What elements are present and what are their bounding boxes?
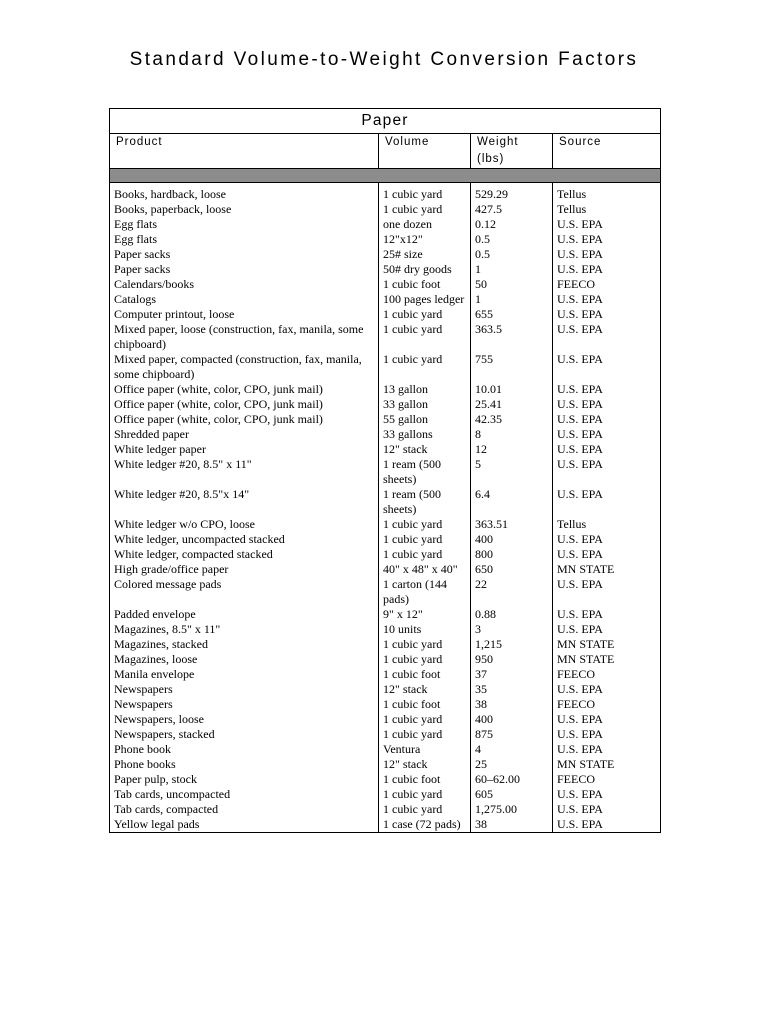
table-row [110, 532, 661, 547]
gray-band [110, 169, 661, 183]
cell-weight: 0.12 [471, 217, 553, 232]
cell-product: White ledger, uncompacted stacked [110, 532, 379, 547]
table-row [110, 352, 661, 382]
cell-weight: 60–62.00 [471, 772, 553, 787]
cell-product: Egg flats [110, 217, 379, 232]
cell-product: White ledger paper [110, 442, 379, 457]
cell-volume: 1 cubic yard [379, 322, 471, 352]
cell-product: Newspapers [110, 697, 379, 712]
cell-product: Tab cards, uncompacted [110, 787, 379, 802]
table-row [110, 262, 661, 277]
cell-volume: 1 ream (500 sheets) [379, 487, 471, 517]
cell-source: U.S. EPA [553, 712, 661, 727]
cell-volume: 55 gallon [379, 412, 471, 427]
cell-source: U.S. EPA [553, 247, 661, 262]
cell-product: White ledger, compacted stacked [110, 547, 379, 562]
cell-volume: 10 units [379, 622, 471, 637]
cell-weight: 38 [471, 697, 553, 712]
cell-source: U.S. EPA [553, 397, 661, 412]
header-band [110, 169, 661, 183]
cell-source: FEECO [553, 667, 661, 682]
cell-product: Books, paperback, loose [110, 202, 379, 217]
cell-volume: 50# dry goods [379, 262, 471, 277]
cell-weight: 25.41 [471, 397, 553, 412]
cell-volume: 13 gallon [379, 382, 471, 397]
cell-volume: one dozen [379, 217, 471, 232]
cell-product: Catalogs [110, 292, 379, 307]
cell-product: White ledger #20, 8.5"x 14" [110, 487, 379, 517]
cell-source: U.S. EPA [553, 352, 661, 382]
cell-source: U.S. EPA [553, 382, 661, 397]
table-row [110, 247, 661, 262]
section-header-row [110, 109, 661, 134]
conversion-table [109, 108, 661, 833]
table-row [110, 232, 661, 247]
cell-volume: 1 cubic yard [379, 202, 471, 217]
cell-weight: 35 [471, 682, 553, 697]
cell-source: U.S. EPA [553, 487, 661, 517]
cell-source: U.S. EPA [553, 442, 661, 457]
table-row [110, 487, 661, 517]
cell-volume: 1 cubic yard [379, 652, 471, 667]
table-row [110, 787, 661, 802]
cell-volume: 1 cubic foot [379, 667, 471, 682]
cell-weight: 800 [471, 547, 553, 562]
cell-product: High grade/office paper [110, 562, 379, 577]
cell-volume: 1 cubic foot [379, 277, 471, 292]
table-row [110, 802, 661, 817]
page-title: Standard Volume-to-Weight Conversion Factors [129, 49, 639, 70]
cell-volume: 33 gallons [379, 427, 471, 442]
cell-weight: 6.4 [471, 487, 553, 517]
table-row [110, 667, 661, 682]
cell-weight: 1 [471, 262, 553, 277]
cell-volume: 1 cubic yard [379, 517, 471, 532]
cell-volume: 9" x 12" [379, 607, 471, 622]
cell-source: FEECO [553, 277, 661, 292]
cell-weight: 0.5 [471, 232, 553, 247]
cell-source: MN STATE [553, 562, 661, 577]
cell-product: Phone book [110, 742, 379, 757]
cell-source: U.S. EPA [553, 817, 661, 833]
cell-source: U.S. EPA [553, 292, 661, 307]
table-row [110, 697, 661, 712]
table-row [110, 712, 661, 727]
cell-source: U.S. EPA [553, 577, 661, 607]
cell-product: Newspapers, stacked [110, 727, 379, 742]
cell-volume: 40" x 48" x 40" [379, 562, 471, 577]
cell-source: U.S. EPA [553, 232, 661, 247]
cell-volume: 1 cubic yard [379, 532, 471, 547]
cell-volume: 1 cubic yard [379, 712, 471, 727]
cell-volume: 1 ream (500 sheets) [379, 457, 471, 487]
cell-weight: 0.88 [471, 607, 553, 622]
table-row [110, 322, 661, 352]
cell-product: Calendars/books [110, 277, 379, 292]
table-row [110, 742, 661, 757]
cell-product: Office paper (white, color, CPO, junk mail) [110, 412, 379, 427]
table-row [110, 292, 661, 307]
column-header-weight: Weight (lbs) [471, 134, 553, 169]
cell-volume: 12" stack [379, 682, 471, 697]
cell-volume: 1 cubic yard [379, 307, 471, 322]
cell-weight: 8 [471, 427, 553, 442]
table-row [110, 457, 661, 487]
cell-source: U.S. EPA [553, 532, 661, 547]
table-row [110, 607, 661, 622]
cell-weight: 50 [471, 277, 553, 292]
cell-source: U.S. EPA [553, 622, 661, 637]
cell-volume: 1 cubic yard [379, 727, 471, 742]
table-row [110, 397, 661, 412]
cell-source: U.S. EPA [553, 682, 661, 697]
cell-weight: 37 [471, 667, 553, 682]
table-row [110, 652, 661, 667]
cell-weight: 950 [471, 652, 553, 667]
cell-source: MN STATE [553, 637, 661, 652]
cell-volume: 1 case (72 pads) [379, 817, 471, 833]
table-row [110, 442, 661, 457]
cell-product: White ledger #20, 8.5" x 11" [110, 457, 379, 487]
table-row [110, 772, 661, 787]
cell-weight: 12 [471, 442, 553, 457]
table-row [110, 562, 661, 577]
table-body [110, 187, 661, 833]
cell-product: White ledger w/o CPO, loose [110, 517, 379, 532]
cell-weight: 650 [471, 562, 553, 577]
table-row [110, 517, 661, 532]
cell-product: Magazines, stacked [110, 637, 379, 652]
cell-product: Magazines, loose [110, 652, 379, 667]
cell-volume: 100 pages ledger [379, 292, 471, 307]
cell-weight: 1 [471, 292, 553, 307]
cell-source: U.S. EPA [553, 802, 661, 817]
cell-product: Mixed paper, compacted (construction, fax, manila, some chipboard) [110, 352, 379, 382]
cell-product: Office paper (white, color, CPO, junk mail) [110, 397, 379, 412]
cell-source: MN STATE [553, 652, 661, 667]
column-header-product: Product [110, 134, 379, 169]
cell-product: Tab cards, compacted [110, 802, 379, 817]
cell-volume: 12"x12" [379, 232, 471, 247]
cell-product: Books, hardback, loose [110, 187, 379, 202]
cell-source: U.S. EPA [553, 262, 661, 277]
cell-weight: 22 [471, 577, 553, 607]
cell-volume: 33 gallon [379, 397, 471, 412]
table-row [110, 187, 661, 202]
cell-product: Newspapers, loose [110, 712, 379, 727]
cell-weight: 655 [471, 307, 553, 322]
table-row [110, 307, 661, 322]
cell-product: Shredded paper [110, 427, 379, 442]
cell-product: Magazines, 8.5" x 11" [110, 622, 379, 637]
table-row [110, 817, 661, 833]
cell-product: Newspapers [110, 682, 379, 697]
cell-weight: 529.29 [471, 187, 553, 202]
cell-volume: 1 cubic yard [379, 637, 471, 652]
column-header-row [110, 134, 661, 169]
cell-product: Egg flats [110, 232, 379, 247]
cell-product: Phone books [110, 757, 379, 772]
cell-weight: 400 [471, 532, 553, 547]
cell-volume: 12" stack [379, 442, 471, 457]
table-row [110, 682, 661, 697]
cell-source: Tellus [553, 517, 661, 532]
cell-source: U.S. EPA [553, 787, 661, 802]
cell-volume: 12" stack [379, 757, 471, 772]
cell-volume: 1 cubic foot [379, 697, 471, 712]
cell-source: Tellus [553, 187, 661, 202]
cell-weight: 10.01 [471, 382, 553, 397]
cell-weight: 25 [471, 757, 553, 772]
cell-volume: 1 cubic foot [379, 772, 471, 787]
cell-volume: 1 carton (144 pads) [379, 577, 471, 607]
cell-product: Padded envelope [110, 607, 379, 622]
column-header-volume: Volume [379, 134, 471, 169]
cell-source: U.S. EPA [553, 607, 661, 622]
cell-product: Paper pulp, stock [110, 772, 379, 787]
table-row [110, 277, 661, 292]
cell-volume: Ventura [379, 742, 471, 757]
cell-volume: 1 cubic yard [379, 352, 471, 382]
cell-weight: 755 [471, 352, 553, 382]
cell-volume: 1 cubic yard [379, 547, 471, 562]
cell-source: FEECO [553, 697, 661, 712]
table-row [110, 727, 661, 742]
cell-weight: 0.5 [471, 247, 553, 262]
table-row [110, 427, 661, 442]
cell-weight: 400 [471, 712, 553, 727]
cell-weight: 605 [471, 787, 553, 802]
cell-weight: 875 [471, 727, 553, 742]
section-title: Paper [110, 109, 661, 134]
cell-source: U.S. EPA [553, 427, 661, 442]
cell-product: Computer printout, loose [110, 307, 379, 322]
table-row [110, 637, 661, 652]
cell-product: Yellow legal pads [110, 817, 379, 833]
column-header-source: Source [553, 134, 661, 169]
cell-source: Tellus [553, 202, 661, 217]
cell-weight: 363.5 [471, 322, 553, 352]
cell-volume: 1 cubic yard [379, 187, 471, 202]
cell-product: Office paper (white, color, CPO, junk mail) [110, 382, 379, 397]
cell-source: U.S. EPA [553, 742, 661, 757]
table-row [110, 202, 661, 217]
cell-source: U.S. EPA [553, 322, 661, 352]
cell-weight: 5 [471, 457, 553, 487]
cell-product: Paper sacks [110, 262, 379, 277]
cell-source: MN STATE [553, 757, 661, 772]
cell-weight: 42.35 [471, 412, 553, 427]
cell-weight: 427.5 [471, 202, 553, 217]
cell-source: U.S. EPA [553, 307, 661, 322]
table-row [110, 412, 661, 427]
table-row [110, 622, 661, 637]
cell-volume: 1 cubic yard [379, 787, 471, 802]
cell-source: FEECO [553, 772, 661, 787]
cell-source: U.S. EPA [553, 412, 661, 427]
cell-source: U.S. EPA [553, 217, 661, 232]
cell-weight: 1,275.00 [471, 802, 553, 817]
cell-weight: 3 [471, 622, 553, 637]
table-row [110, 547, 661, 562]
cell-source: U.S. EPA [553, 547, 661, 562]
cell-product: Mixed paper, loose (construction, fax, manila, some chipboard) [110, 322, 379, 352]
cell-volume: 1 cubic yard [379, 802, 471, 817]
cell-volume: 25# size [379, 247, 471, 262]
cell-weight: 1,215 [471, 637, 553, 652]
cell-product: Manila envelope [110, 667, 379, 682]
cell-product: Paper sacks [110, 247, 379, 262]
cell-source: U.S. EPA [553, 457, 661, 487]
cell-product: Colored message pads [110, 577, 379, 607]
cell-weight: 363.51 [471, 517, 553, 532]
table-row [110, 382, 661, 397]
cell-weight: 38 [471, 817, 553, 833]
cell-weight: 4 [471, 742, 553, 757]
table-row [110, 757, 661, 772]
table-row [110, 577, 661, 607]
cell-source: U.S. EPA [553, 727, 661, 742]
table-row [110, 217, 661, 232]
